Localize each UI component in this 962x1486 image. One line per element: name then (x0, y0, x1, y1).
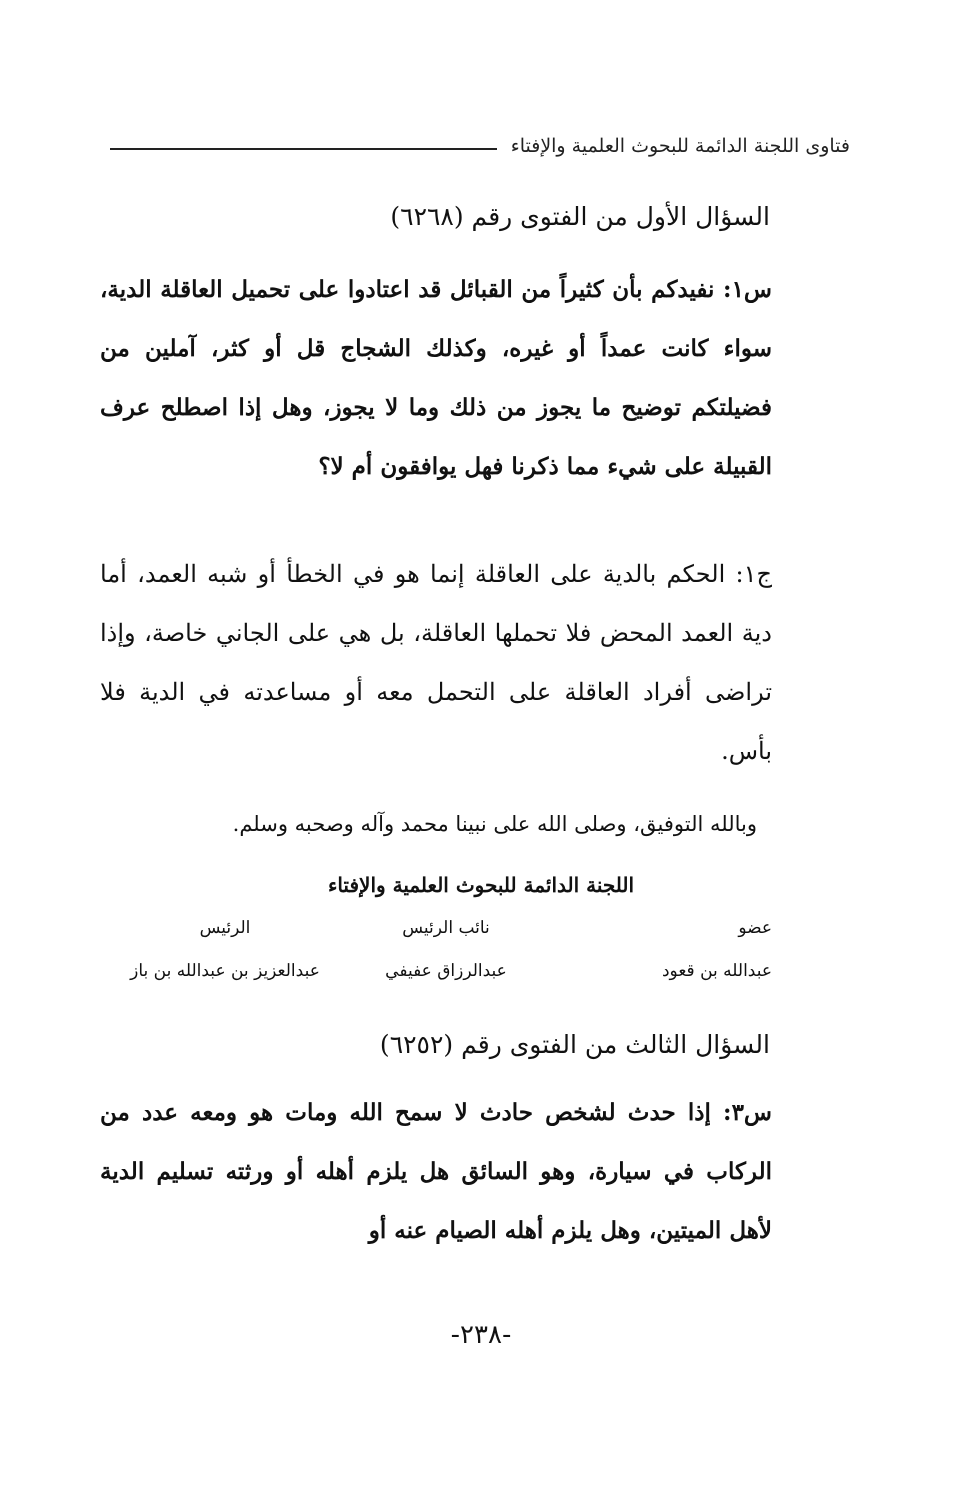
question-3-text: س٣: إذا حدث لشخص حادث لا سمح الله ومات هو ومعه عدد من الركاب في سيارة، وهو السائق هل يلزم أهله أو ورثته تسليم الدية لأهل الميتين، وهل يلزم أهله الصيام عنه أو (100, 1099, 772, 1244)
member-title: عضو (738, 918, 772, 938)
running-header-title: فتاوى اللجنة الدائمة للبحوث العلمية والإفتاء (510, 135, 850, 157)
closing-prayer: وبالله التوفيق، وصلى الله على نبينا محمد وآله وصحبه وسلم. (232, 812, 757, 836)
page-number: -٢٣٨- (450, 1320, 512, 1350)
president-title: الرئيس (199, 918, 251, 938)
header-rule (110, 148, 497, 150)
deputy-title: نائب الرئيس (402, 918, 490, 938)
member-name: عبدالله بن قعود (661, 961, 772, 981)
answer-1-text: ج١: الحكم بالدية على العاقلة إنما هو في الخطأ أو شبه العمد، أما دية العمد المحض فلا تحملها العاقلة، بل هي على الجاني خاصة، وإذا تراضى أفراد العاقلة على التحمل معه أو مساعدته في الدية فلا بأس. (100, 560, 772, 765)
question-1-heading: السؤال الأول من الفتوى رقم (٦٢٦٨) (390, 202, 770, 231)
question-1-text: س١: نفيدكم بأن كثيراً من القبائل قد اعتادوا على تحميل العاقلة الدية، سواء كانت عمداً أو غيره، وكذلك الشجاج قل أو كثر، آملين من فضيلتكم توضيح ما يجوز من ذلك وما لا يجوز، وهل إذا اصطلح عرف القبيلة على شيء مما ذكرنا فهل يوافقون أم لا؟ (100, 276, 772, 480)
president-name: عبدالعزيز بن عبدالله بن باز (130, 961, 320, 981)
running-header (110, 135, 850, 157)
committee-name: اللجنة الدائمة للبحوث العلمية والإفتاء (327, 873, 635, 897)
signature-titles (120, 918, 772, 938)
question-3-heading: السؤال الثالث من الفتوى رقم (٦٢٥٢) (379, 1030, 770, 1059)
signature-names (120, 961, 772, 981)
deputy-name: عبدالرزاق عفيفي (385, 961, 507, 981)
